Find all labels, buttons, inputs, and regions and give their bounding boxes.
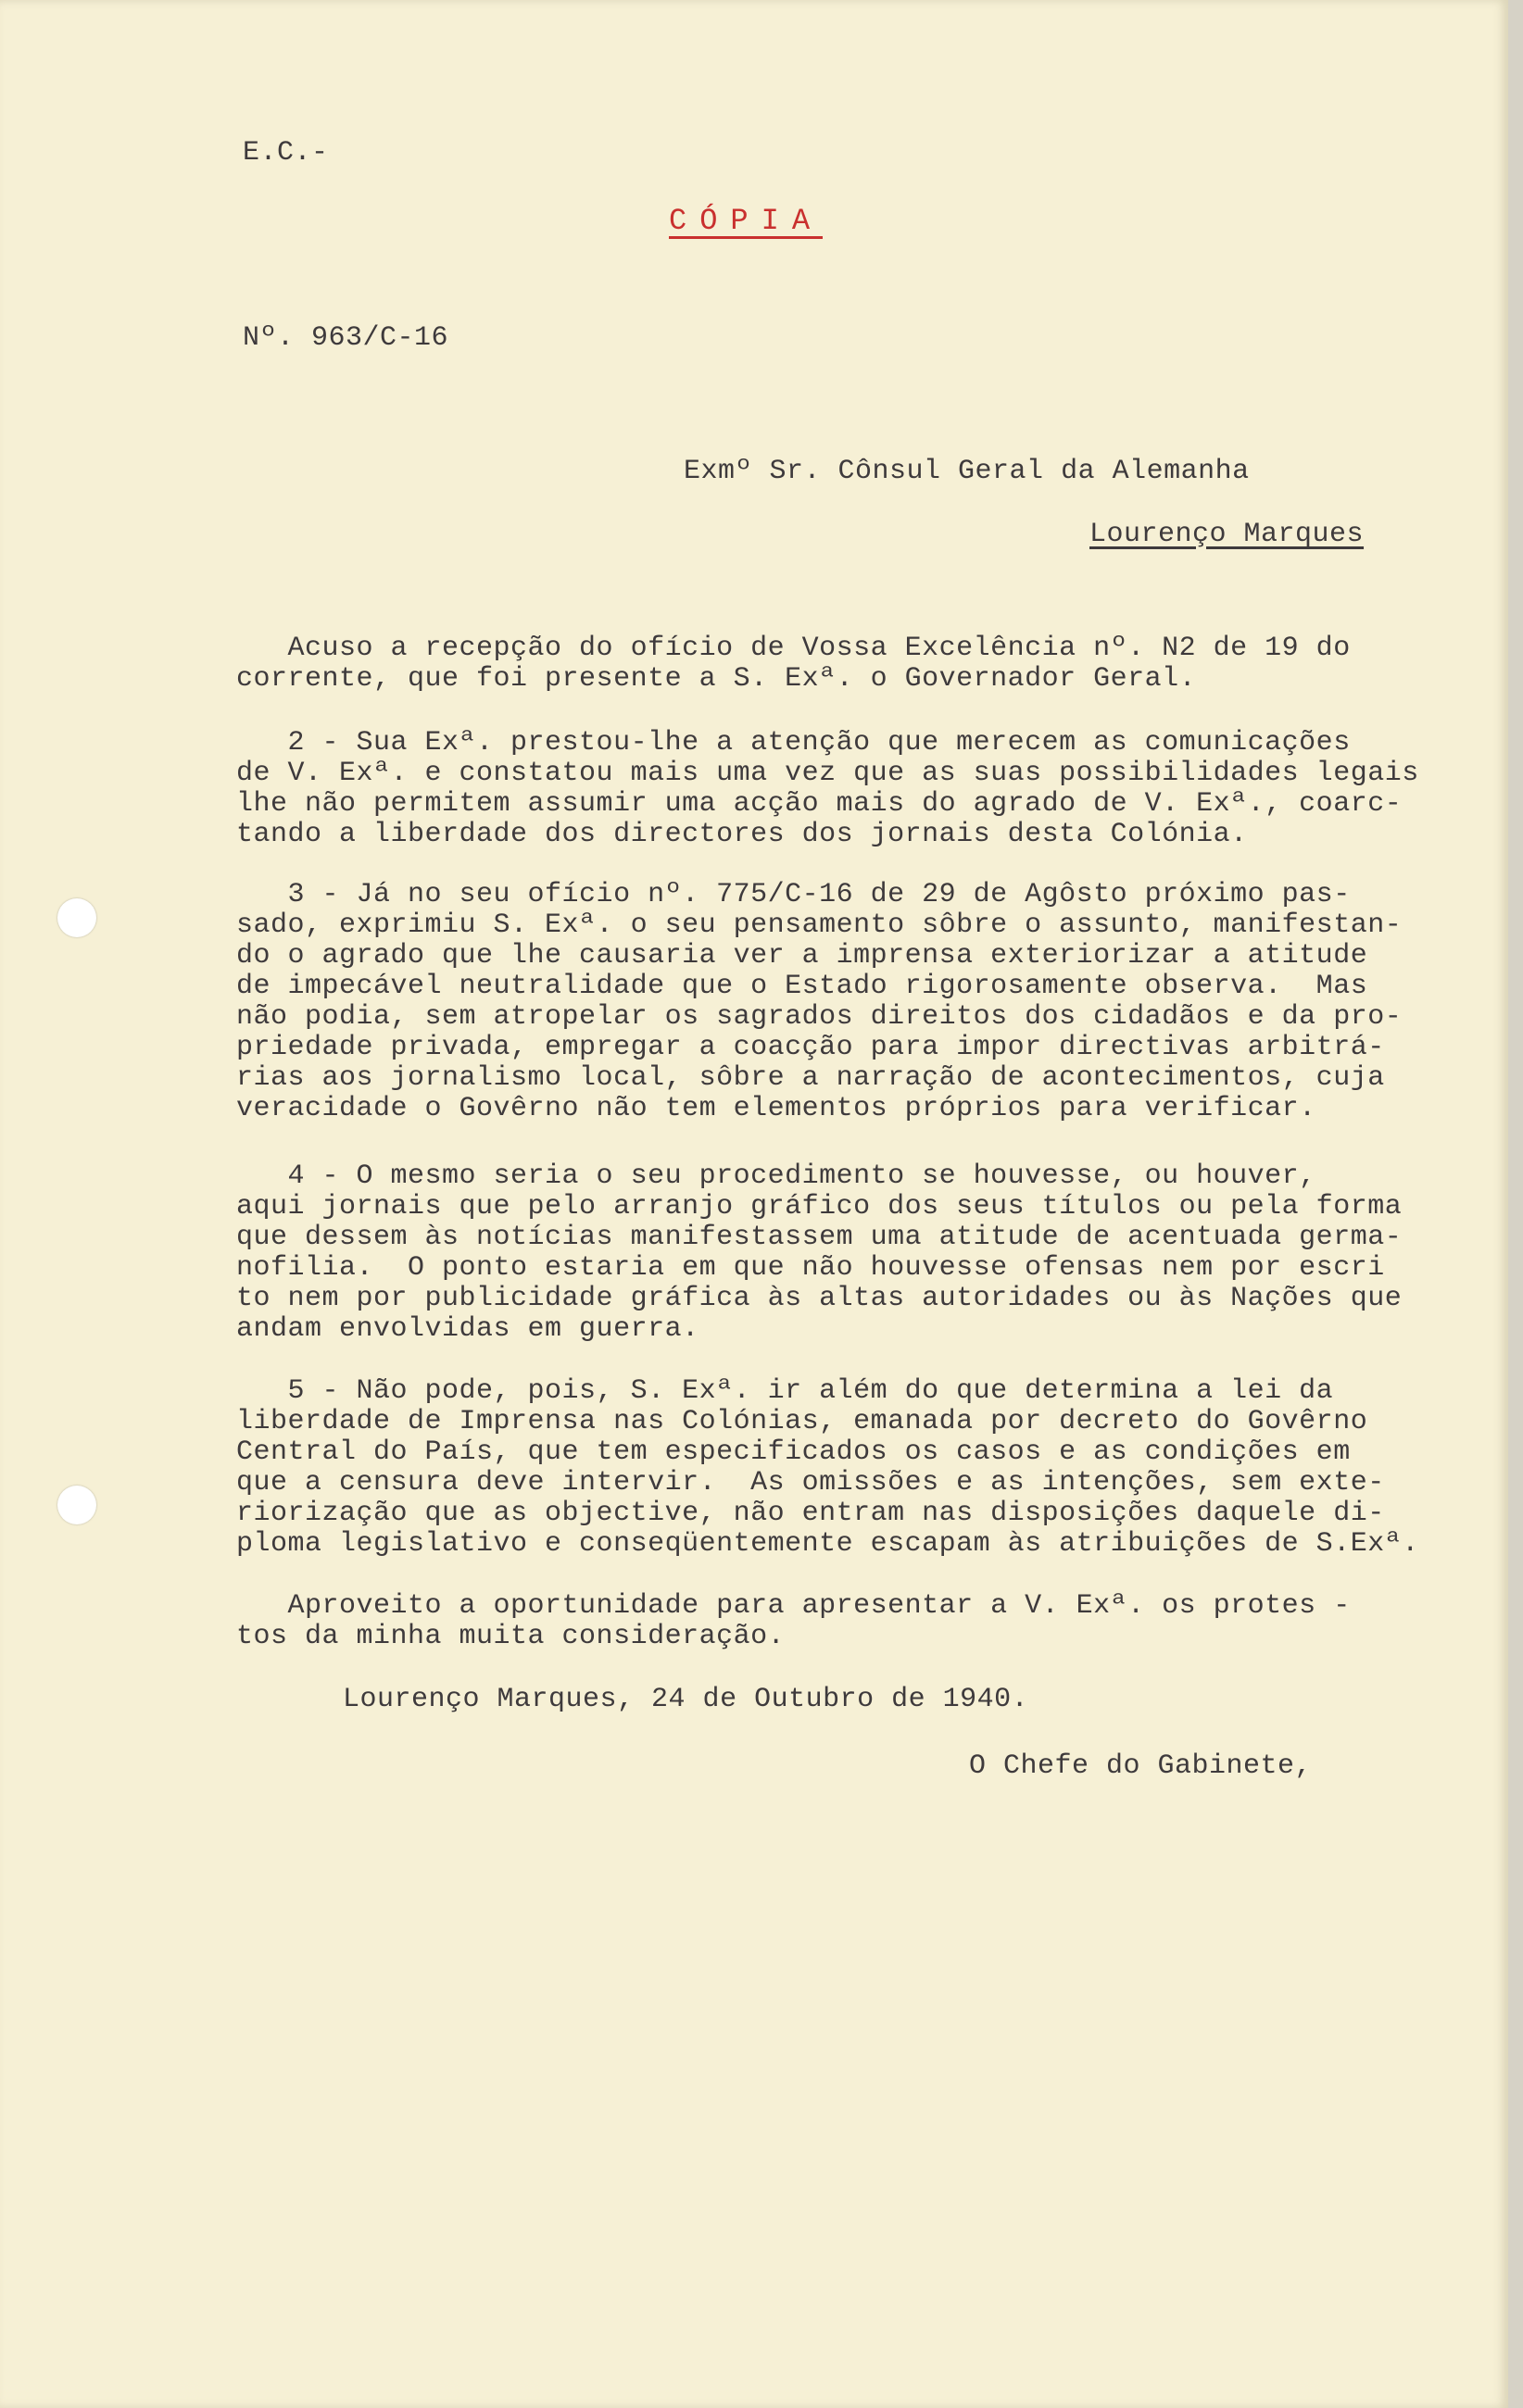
paragraph-line: to nem por publicidade gráfica às altas autoridades ou às Nações que	[236, 1283, 1403, 1314]
paragraph-line: de V. Exª. e constatou mais uma vez que as suas possibilidades legais	[236, 758, 1419, 789]
punch-hole	[57, 898, 96, 937]
paragraph-line: tos da minha muita consideração.	[236, 1621, 786, 1652]
paragraph-line: tando a liberdade dos directores dos jornais desta Colónia.	[236, 819, 1248, 850]
paragraph-line: 3 - Já no seu ofício nº. 775/C-16 de 29 de Agôsto próximo pas-	[236, 879, 1351, 910]
paragraph-line: 5 - Não pode, pois, S. Exª. ir além do que determina a lei da	[236, 1375, 1334, 1407]
paragraph-line: Acuso a recepção do ofício de Vossa Excelência nº. N2 de 19 do	[236, 633, 1351, 664]
paragraph-line: não podia, sem atropelar os sagrados direitos dos cidadãos e da pro-	[236, 1001, 1403, 1033]
paragraph-1	[236, 633, 1515, 695]
paragraph-line: ploma legislativo e conseqüentemente escapam às atribuições de S.Exª.	[236, 1528, 1419, 1560]
paragraph-6	[236, 1591, 1515, 1652]
paragraph-3	[236, 880, 1515, 1124]
paragraph-line: 2 - Sua Exª. prestou-lhe a atenção que merecem as comunicações	[236, 727, 1351, 759]
paragraph-line: corrente, que foi presente a S. Exª. o Governador Geral.	[236, 663, 1197, 695]
recipient-city: Lourenço Marques	[1089, 519, 1365, 550]
paragraph-line: nofilia. O ponto estaria em que não houvesse ofensas nem por escri	[236, 1252, 1385, 1284]
paragraph-line: sado, exprimiu S. Exª. o seu pensamento sôbre o assunto, manifestan-	[236, 909, 1403, 941]
recipient: Exmº Sr. Cônsul Geral da Alemanha	[684, 456, 1250, 487]
paragraph-2	[236, 728, 1515, 850]
paragraph-line: Aproveito a oportunidade para apresentar a V. Exª. os protes -	[236, 1590, 1351, 1622]
paragraph-line: riorização que as objective, não entram nas disposições daquele di-	[236, 1498, 1385, 1529]
paragraph-line: 4 - O mesmo seria o seu procedimento se houvesse, ou houver,	[236, 1160, 1316, 1192]
paragraph-line: de impecável neutralidade que o Estado rigorosamente observa. Mas	[236, 971, 1368, 1002]
paragraph-line: priedade privada, empregar a coacção para impor directivas arbitrá-	[236, 1032, 1385, 1063]
paragraph-line: do o agrado que lhe causaria ver a imprensa exteriorizar a atitude	[236, 940, 1368, 972]
punch-hole	[57, 1486, 96, 1524]
paragraph-4	[236, 1161, 1515, 1345]
paragraph-line: Central do País, que tem especificados os casos e as condições em	[236, 1436, 1351, 1468]
paragraph-line: aqui jornais que pelo arranjo gráfico dos seus títulos ou pela forma	[236, 1191, 1403, 1223]
paragraph-line: liberdade de Imprensa nas Colónias, emanada por decreto do Govêrno	[236, 1406, 1368, 1437]
signature-line: O Chefe do Gabinete,	[969, 1750, 1313, 1782]
paragraph-line: andam envolvidas em guerra.	[236, 1313, 699, 1345]
paragraph-line: rias aos jornalismo local, sôbre a narração de acontecimentos, cuja	[236, 1062, 1385, 1094]
reference-number: Nº. 963/C-16	[243, 322, 449, 354]
paragraph-5	[236, 1376, 1515, 1560]
date-line: Lourenço Marques, 24 de Outubro de 1940.	[343, 1684, 1029, 1715]
paragraph-line: que dessem às notícias manifestassem uma atitude de acentuada germa-	[236, 1222, 1403, 1253]
paragraph-line: que a censura deve intervir. As omissões e as intenções, sem exte-	[236, 1467, 1385, 1499]
paragraph-line: lhe não permitem assumir uma acção mais do agrado de V. Exª., coarc-	[236, 788, 1403, 820]
copia-title: CÓPIA	[669, 204, 824, 238]
ec-header: E.C.-	[243, 137, 329, 169]
paragraph-line: veracidade o Govêrno não tem elementos próprios para verificar.	[236, 1093, 1316, 1124]
